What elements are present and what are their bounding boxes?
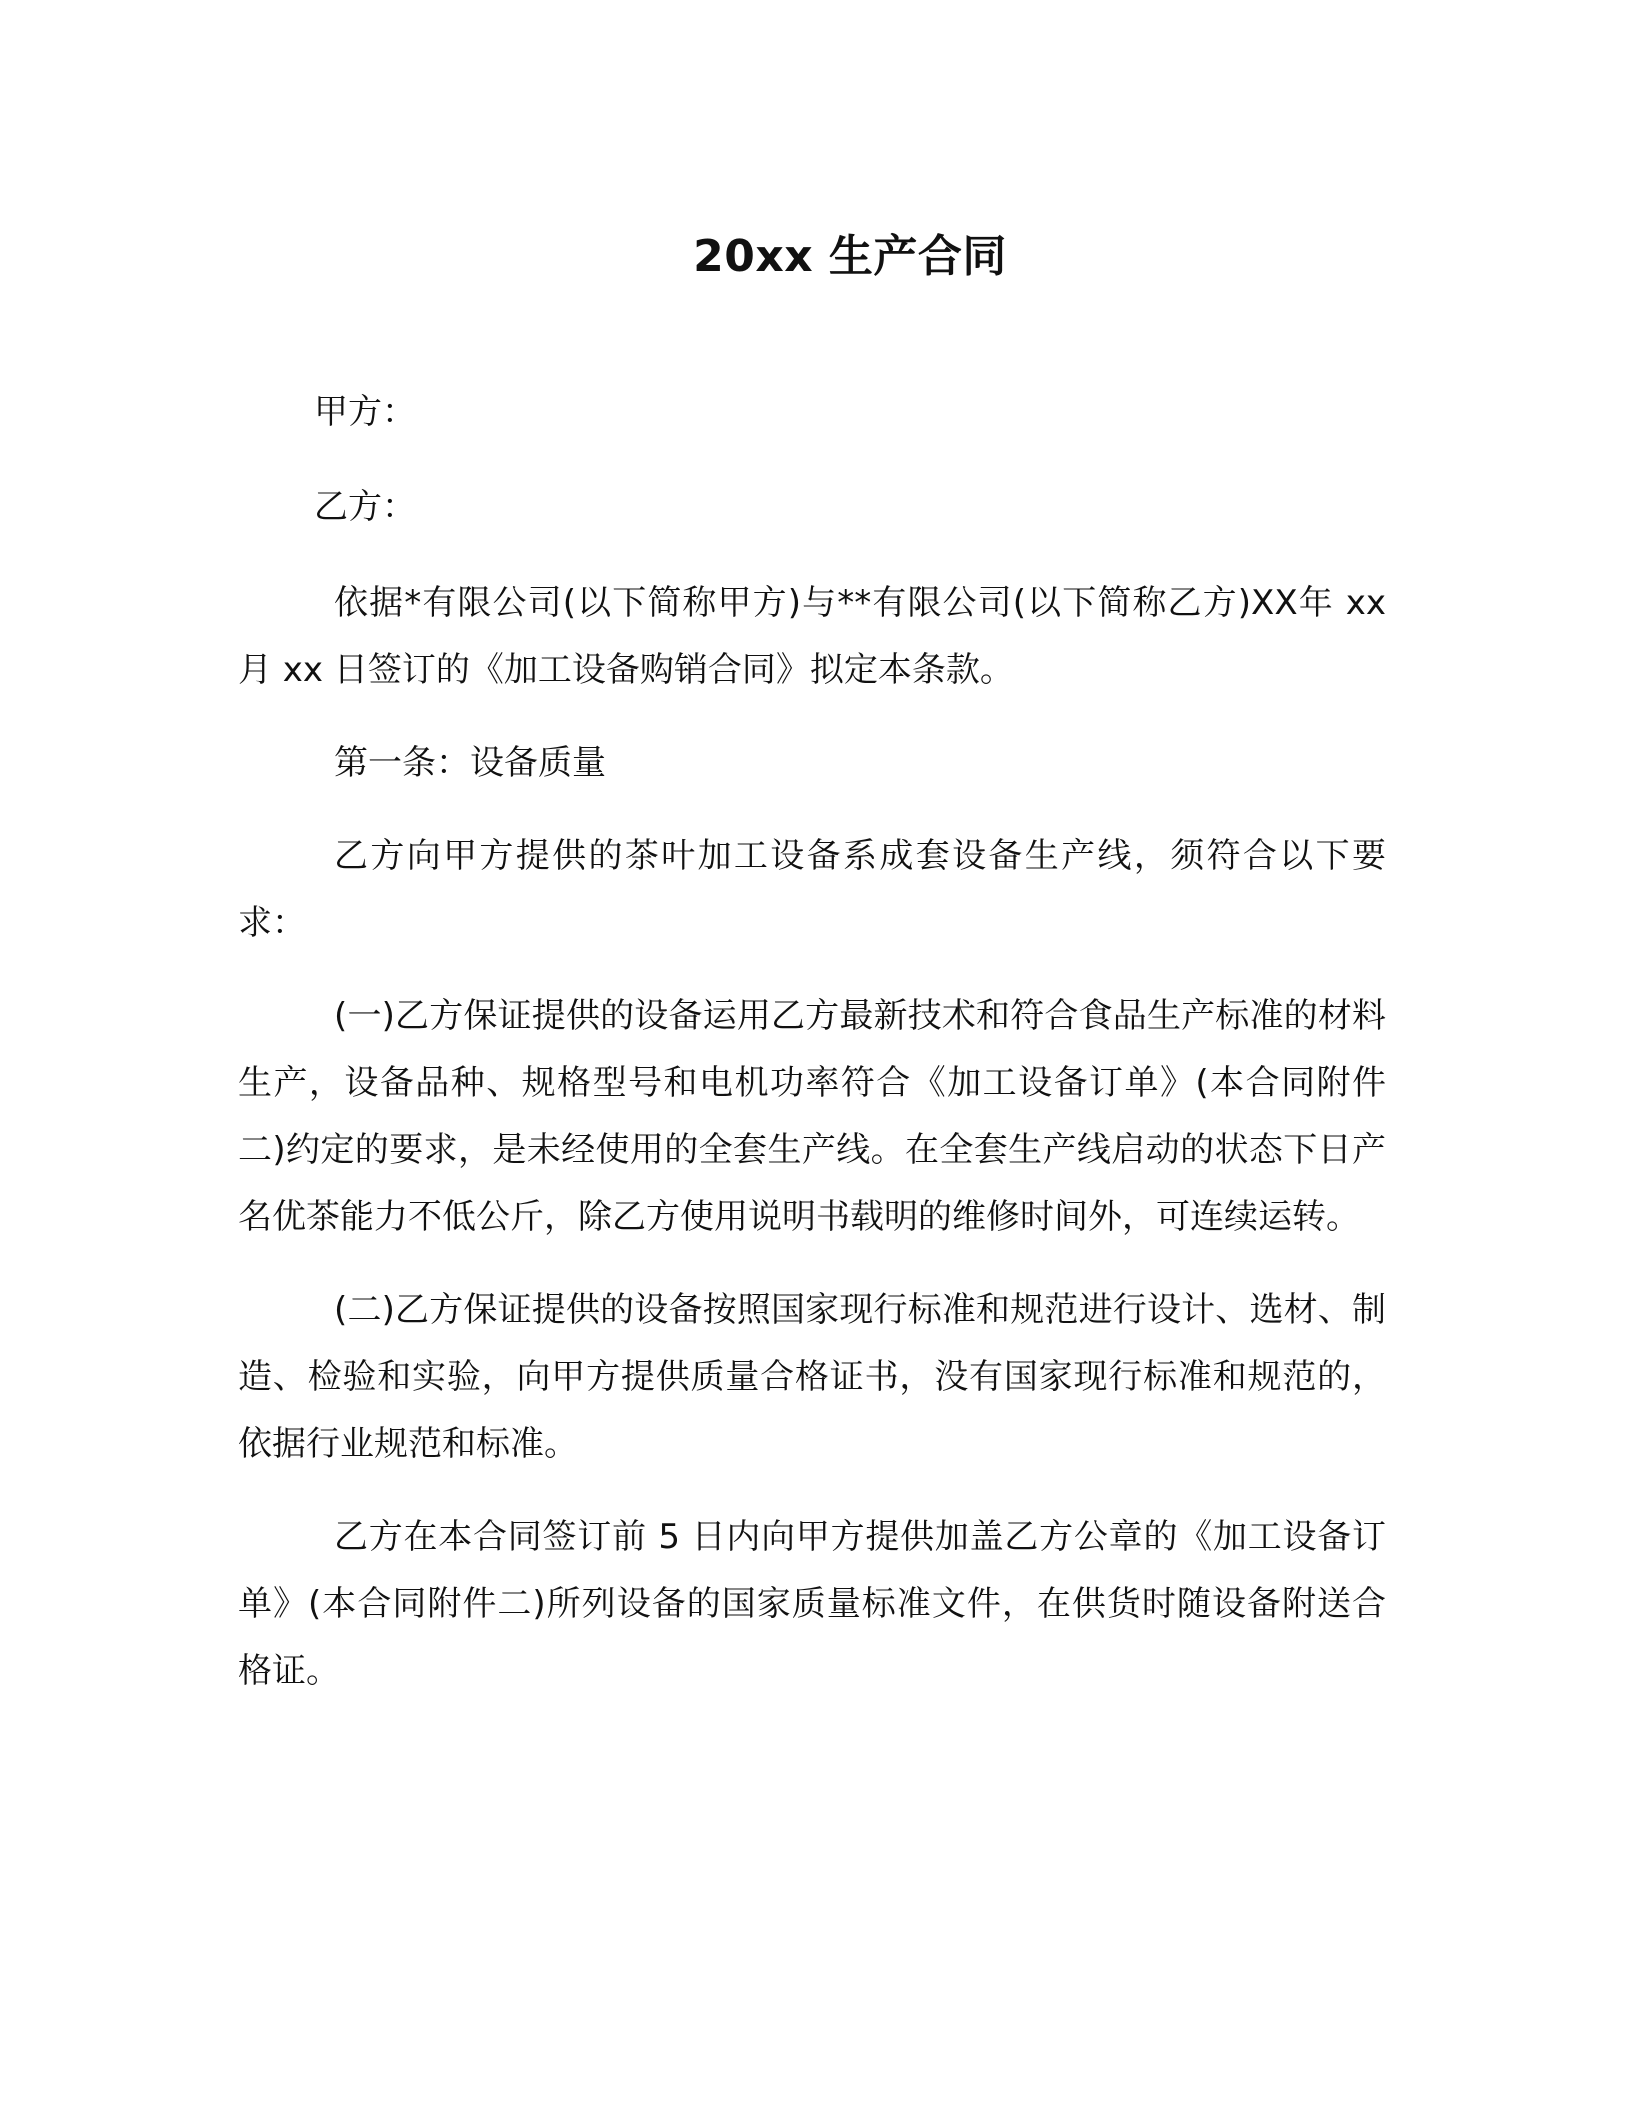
requirements-paragraph: 乙方向甲方提供的茶叶加工设备系成套设备生产线，须符合以下要求： xyxy=(238,836,1386,943)
intro-paragraph: 依据*有限公司(以下简称甲方)与**有限公司(以下简称乙方)XX年 xx 月 xx 日签订的《加工设备购销合同》拟定本条款。 xyxy=(238,583,1386,690)
standards-paragraph: 乙方在本合同签订前 5 日内向甲方提供加盖乙方公章的《加工设备订单》(本合同附件二)所列设备的国家质量标准文件，在供货时随设备附送合格证。 xyxy=(238,1517,1386,1691)
document-title: 20xx 生产合同 xyxy=(693,231,1007,282)
clause-two-paragraph: (二)乙方保证提供的设备按照国家现行标准和规范进行设计、选材、制造、检验和实验，向甲方提供质量合格证书，没有国家现行标准和规范的，依据行业规范和标准。 xyxy=(238,1290,1386,1464)
party-b-label: 乙方： xyxy=(314,487,416,527)
party-a-label: 甲方： xyxy=(314,392,416,432)
clause-one-paragraph: (一)乙方保证提供的设备运用乙方最新技术和符合食品生产标准的材料生产，设备品种、规格型号和电机功率符合《加工设备订单》(本合同附件二)约定的要求，是未经使用的全套生产线。在全套生产线启动的状态下日产名优茶能力不低公斤，除乙方使用说明书载明的维修时间外，可连续运转。 xyxy=(238,996,1386,1237)
article-heading: 第一条：设备质量 xyxy=(334,743,606,783)
contract-body xyxy=(238,570,1386,1731)
